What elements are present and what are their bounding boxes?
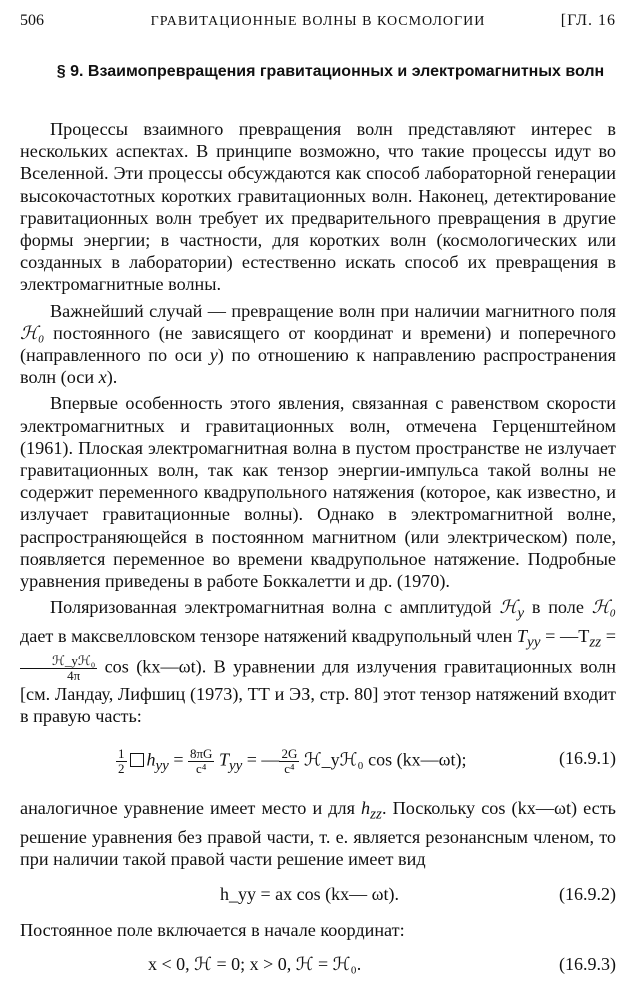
equation-number: (16.9.1) [559,748,616,769]
text-run: ) по отношению к направлению распространения волн (оси [20,345,617,388]
equation-16-9-1 [20,739,616,783]
paragraph-2 [20,300,616,389]
fraction-numerator: ℋ_yℋ₀ [20,654,97,669]
math-symbol: h [146,749,156,770]
math-symbol: x [98,367,107,388]
paragraph-5 [20,797,616,870]
fraction [188,747,214,776]
equation-body [116,747,467,777]
fraction-numerator: 1 [118,746,125,762]
math-text: = — [242,749,280,770]
text-run: в поле [524,597,592,618]
math-symbol: ℋ₀ [591,597,617,618]
fraction-denominator: c⁴ [284,761,295,777]
equation-body: x < 0, ℋ = 0; x > 0, ℋ = ℋ₀. [148,953,362,974]
running-title: ГРАВИТАЦИОННЫЕ ВОЛНЫ В КОСМОЛОГИИ [150,14,486,29]
math-symbol: ℋ₀ [20,322,45,343]
math-subscript: yy [155,758,169,775]
running-header [20,12,616,34]
inline-fraction [20,654,97,683]
page-number: 506 [20,12,44,29]
fraction-numerator: 8πG [189,746,213,762]
math-subscript: yy [228,758,243,775]
fraction-numerator: 2G [281,746,298,762]
paragraph-3: Впервые особенность этого явления, связанная с равенством скорости электромагнитных и гравитационных волн, отмечена Герценштейном (1961). Плоская электромагнитная волна в пустом пространстве не излучает гравитационных волн, так как тензор энергии-импульса такой волны не содержит переменного квадрупольного натяжения (которое, как известно, и излучает гравитационные волны). Однако в электромагнитной волне, распространяющейся в постоянном магнитном (или электрическом) поле, появляется переменное во времени квадрупольное натяжение. Подробные уравнения приведены в работе Боккалетти и др. (1970). [20,393,616,592]
math-symbol: y [209,345,218,366]
fraction-denominator: 2 [118,761,125,777]
math-symbol: h [361,798,371,819]
text-run: Важнейший случай — превращение волн при наличии магнитного поля [50,300,616,321]
section-title: § 9. Взаимопревращения гравитационных и электромагнитных волн [56,63,605,80]
fraction [279,747,299,776]
math-symbol: ℋ [499,597,518,618]
math-symbol: T [218,749,229,770]
equation-16-9-3 [20,947,616,983]
equation-number: (16.9.3) [559,953,616,974]
chapter-label: [ГЛ. 16 [560,12,616,29]
text-run: Поляризованная электромагнитная волна с амплитудой [50,597,500,618]
math-subscript: yy [527,633,541,651]
equation-number: (16.9.2) [559,883,616,904]
fraction [116,747,127,776]
text-run: ). [106,367,118,388]
math-text: = [168,749,188,770]
equation-body: h_yy = ax cos (kx— ωt). [220,883,399,904]
body-text [20,118,616,989]
math-text: = [601,626,616,647]
text-run: аналогичное уравнение имеет место и для [20,798,362,819]
text-run: постоянного (не зависящего от координат и времени) и поперечного (направленного по оси [20,322,616,366]
text-run: В уравнении для излучения гравитационных волн [см. Ландау, Лифшиц (1973), ТТ и ЭЗ, стр. 80] этот тензор натяжений входит в правую часть: [20,656,616,727]
paragraph-4 [20,596,616,727]
math-symbol: T [516,626,528,647]
math-subscript: y [517,604,525,622]
dalembertian-box-icon [130,753,144,767]
math-subscript: zz [589,633,602,651]
math-text: = —T [540,626,590,647]
text-run: дает в максвелловском тензоре натяжений квадрупольный член [20,626,517,647]
equation-16-9-2 [20,877,616,913]
fraction-denominator: c⁴ [196,761,207,777]
paragraph-1: Процессы взаимного превращения волн представляют интерес в нескольких аспектах. В принципе возможно, что такие процессы идут во Вселенной. Эти процессы обсуждаются как способ лабораторной генерации высокочастотных коротких гравитационных волн. Наконец, детектирование гравитационных волн требует их предварительного превращения в другие формы энергии; в частности, для коротких волн (космологических или созданных в лаборатории) естественно искать способ их превращения в электромагнитные волны. [20,119,616,295]
text-run: . Поскольку cos (kx—ωt) есть решение уравнения без правой части, т. е. является резонансным членом, то при наличии такой правой части решение имеет вид [20,798,616,870]
math-subscript: zz [370,806,382,823]
paragraph-6: Постоянное поле включается в начале координат: [20,919,405,940]
fraction-denominator: 4π [67,667,81,683]
math-text: cos (kx—ωt). [97,656,207,677]
math-text: ℋ_yℋ₀ cos (kx—ωt); [299,749,467,770]
